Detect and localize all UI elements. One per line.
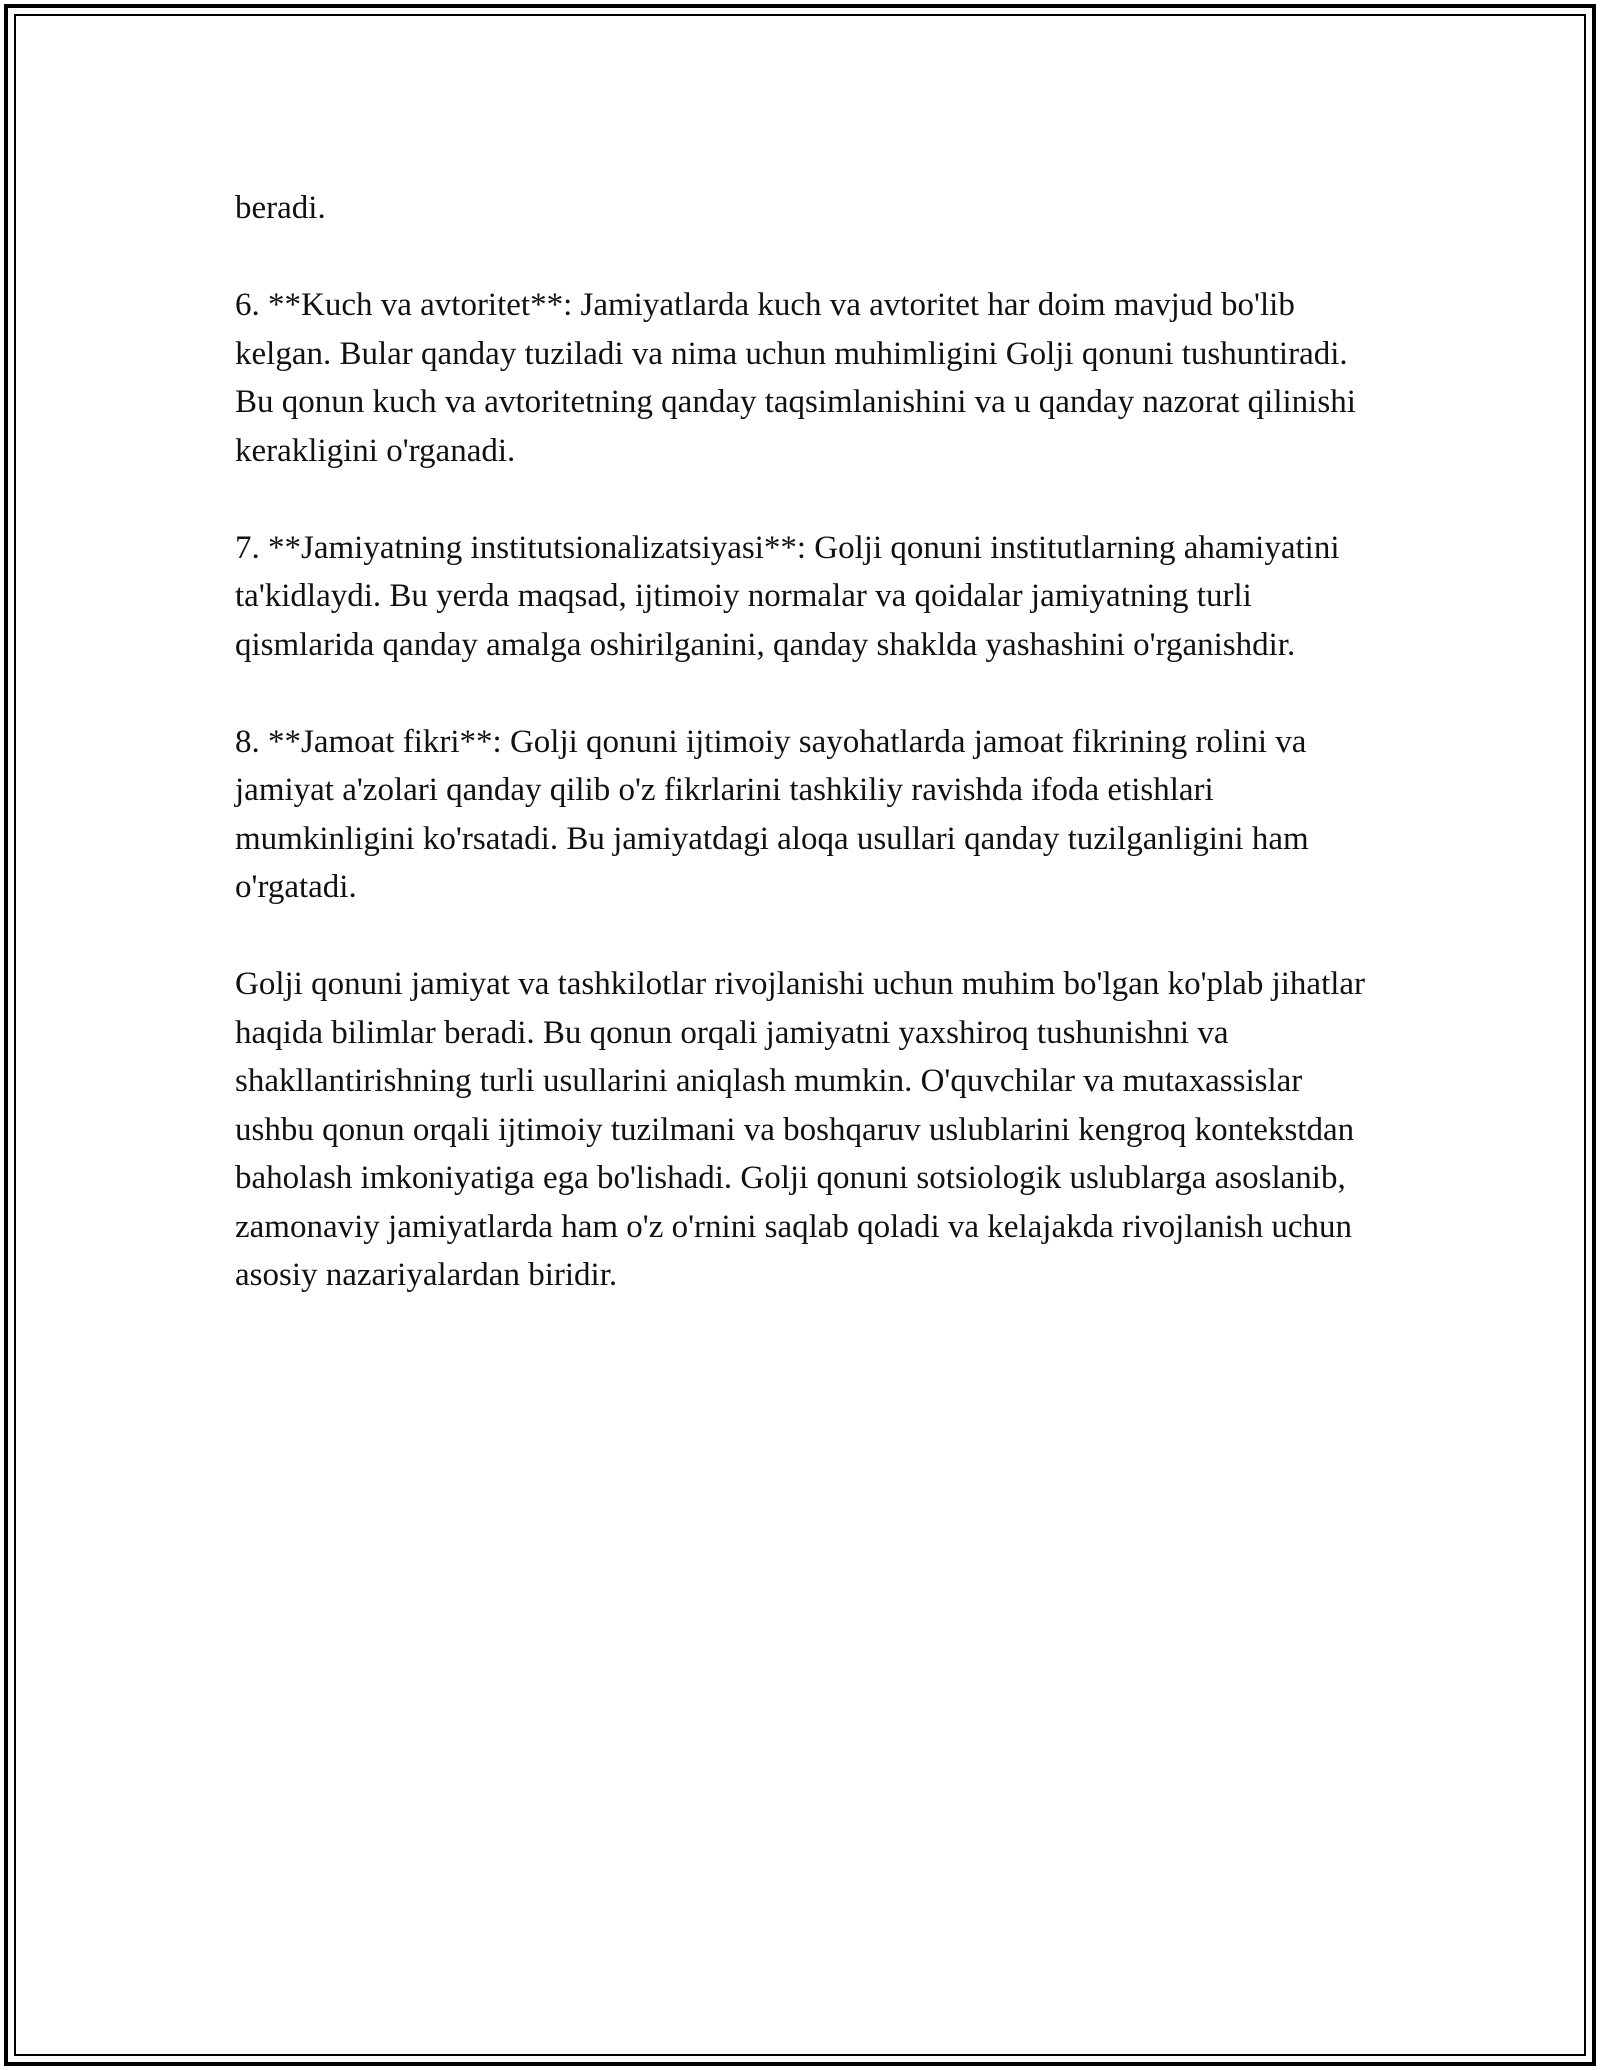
document-body	[235, 184, 1375, 1300]
paragraph-kuch-va-avtoritet: 6. **Kuch va avtoritet**: Jamiyatlarda kuch va avtoritet har doim mavjud bo'lib kelgan. Bular qanday tuziladi va nima uchun muhimligini Golji qonuni tushuntiradi. Bu qonun kuch va avtoritetning qanday taqsimlanishini va u qanday nazorat qilinishi kerakligini o'rganadi.	[235, 287, 1356, 469]
paragraph-conclusion: Golji qonuni jamiyat va tashkilotlar rivojlanishi uchun muhim bo'lgan ko'plab jihatlar haqida bilimlar beradi. Bu qonun orqali jamiyatni yaxshiroq tushunishni va shakllantirishning turli usullarini aniqlash mumkin. O'quvchilar va mutaxassislar ushbu qonun orqali ijtimoiy tuzilmani va boshqaruv uslublarini kengroq kontekstdan baholash imkoniyatiga ega bo'lishadi. Golji qonuni sotsiologik uslublarga asoslanib, zamonaviy jamiyatlarda ham o'z o'rnini saqlab qoladi va kelajakda rivojlanish uchun asosiy nazariyalardan biridir.	[235, 966, 1366, 1293]
paragraph-jamoat-fikri: 8. **Jamoat fikri**: Golji qonuni ijtimoiy sayohatlarda jamoat fikrining rolini va jamiyat a'zolari qanday qilib o'z fikrlarini tashkiliy ravishda ifoda etishlari mumkinligini ko'rsatadi. Bu jamiyatdagi aloqa usullari qanday tuzilganligini ham o'rgatadi.	[235, 723, 1309, 905]
paragraph-continuation: beradi.	[235, 190, 326, 226]
paragraph-institutsionalizatsiya: 7. **Jamiyatning institutsionalizatsiyasi**: Golji qonuni institutlarning ahamiyatini ta'kidlaydi. Bu yerda maqsad, ijtimoiy normalar va qoidalar jamiyatning turli qismlarida qanday amalga oshirilganini, qanday shaklda yashashini o'rganishdir.	[235, 529, 1340, 663]
